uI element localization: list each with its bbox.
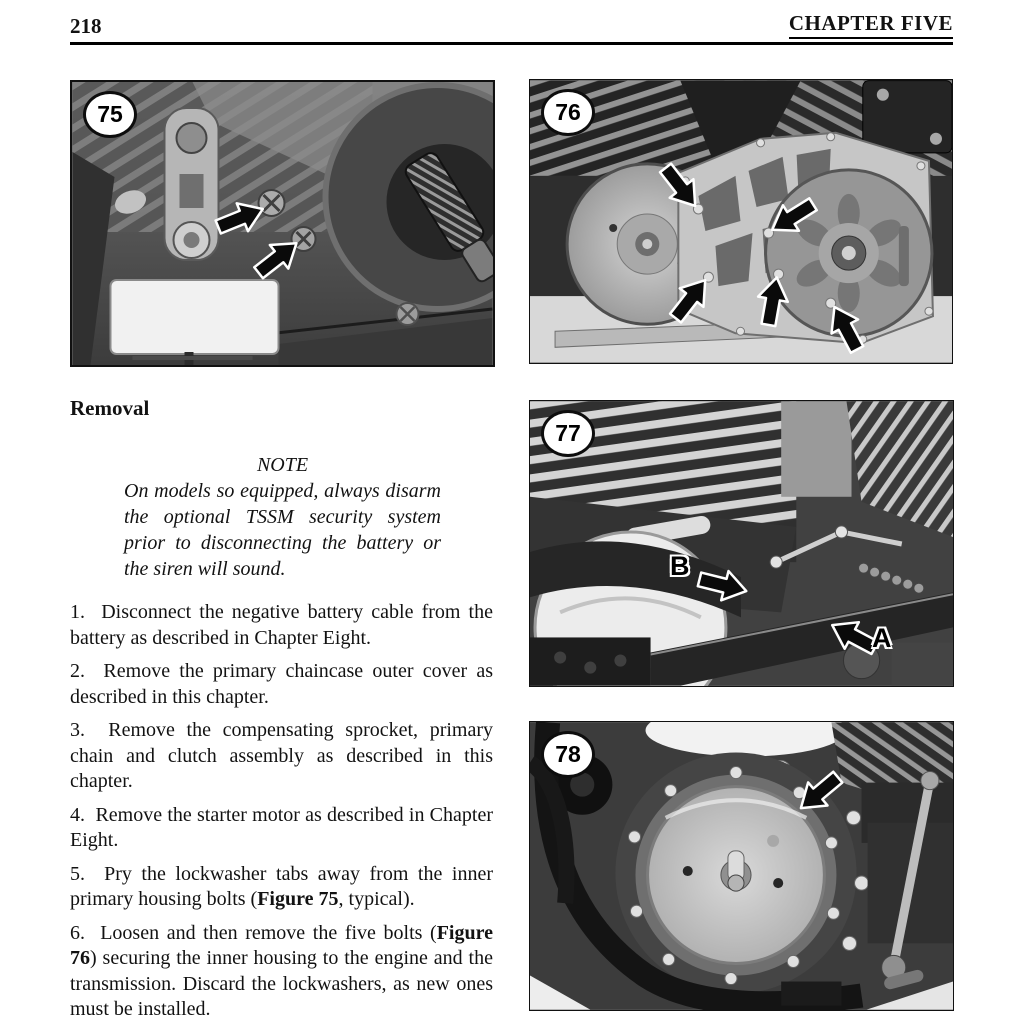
figure-75-number-badge [83, 91, 137, 138]
figure-number: 77 [555, 420, 581, 446]
removal-heading: Removal [70, 396, 150, 420]
step-paragraph [70, 718, 493, 795]
figure-75 [70, 80, 495, 367]
page-number: 218 [70, 14, 102, 38]
figure-76 [529, 79, 953, 364]
callout-label-b: B [670, 551, 690, 581]
figure-77-number-badge [541, 410, 595, 457]
figure-78 [529, 721, 954, 1011]
note-body: On models so equipped, always disarm the optional TSSM security system prior to disconnecting the battery or the siren will sound. [124, 480, 441, 580]
step-text: ) securing the inner housing to the engine and the transmission. Discard the lockwashers, as new ones must be installed. [70, 947, 493, 1020]
step-paragraph [70, 921, 493, 1023]
engine-photo-art [530, 81, 952, 363]
engine-photo-art [530, 722, 953, 1010]
figure-76-photo [530, 80, 952, 363]
step-text: , typical). [338, 888, 415, 910]
figure-77 [529, 400, 954, 687]
figure-number: 78 [555, 741, 581, 767]
step-paragraph [70, 600, 493, 651]
note-title: NOTE [256, 454, 309, 476]
step-text: 4. Remove the starter motor as described in Chapter Eight. [70, 803, 493, 851]
figure-reference: Figure 75 [257, 888, 339, 910]
figure-75-photo [72, 82, 493, 365]
step-paragraph [70, 862, 493, 913]
figure-reference: Figure 76 [70, 921, 493, 969]
figure-76-number-badge [541, 89, 595, 136]
callout-label-a: A [872, 623, 892, 653]
figure-number: 76 [555, 99, 581, 125]
figure-number: 75 [97, 101, 123, 127]
procedure-steps [70, 600, 493, 1024]
step-text: 1. Disconnect the negative battery cable from the battery as described in Chapter Eight. [70, 601, 493, 649]
step-text: 3. Remove the compensating sprocket, primary chain and clutch assembly as described in this chapter. [70, 719, 493, 792]
step-paragraph [70, 803, 493, 854]
note-block [70, 452, 493, 582]
step-text: 2. Remove the primary chaincase outer cover as described in this chapter. [70, 660, 493, 708]
chapter-title: CHAPTER FIVE [789, 11, 953, 39]
step-text: 5. Pry the lockwasher tabs away from the inner primary housing bolts ( [70, 862, 493, 910]
figure-78-number-badge [541, 731, 595, 778]
engine-photo-art [73, 82, 494, 365]
page-header [70, 11, 953, 45]
step-paragraph [70, 659, 493, 710]
figure-78-photo [530, 722, 953, 1010]
step-text: 6. Loosen and then remove the five bolts ( [70, 921, 437, 944]
